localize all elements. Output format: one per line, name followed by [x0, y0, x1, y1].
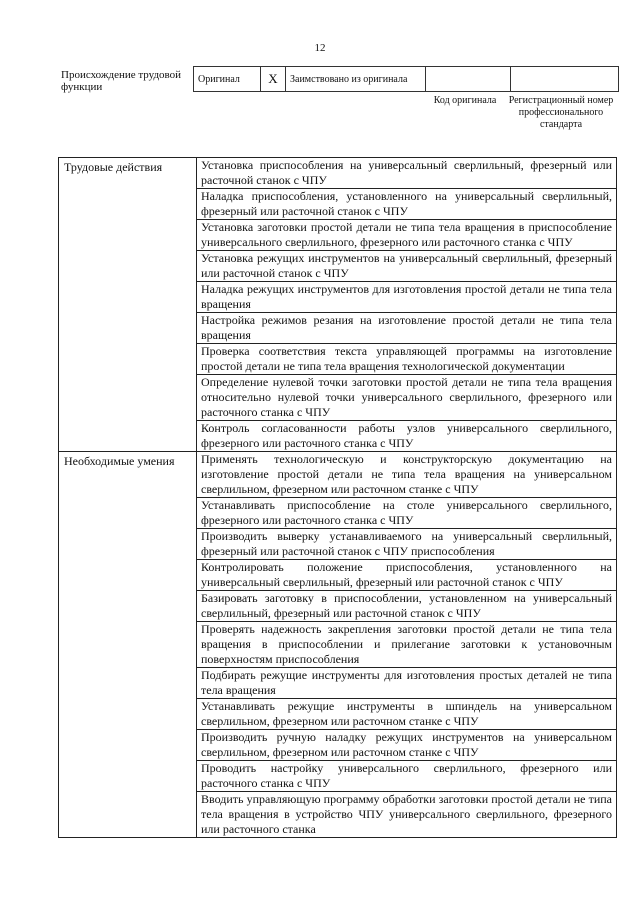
table-cell: Наладка режущих инструментов для изготовления простой детали не типа тела вращения — [197, 282, 617, 313]
table-row — [59, 158, 617, 189]
table-cell: Вводить управляющую программу обработки заготовки простой детали не типа тела вращения в устройство ЧПУ универсального сверлильного, фрезерного или расточного станка — [197, 792, 617, 838]
function-table — [58, 157, 617, 838]
table-cell: Производить ручную наладку режущих инструментов на универсальном сверлильном, фрезерном или расточном станке с ЧПУ — [197, 730, 617, 761]
table-cell: Проверка соответствия текста управляющей программы на изготовление простой детали не типа тела вращения технологической документации — [197, 344, 617, 375]
table-cell: Контролировать положение приспособления, установленного на универсальный сверлильный, фрезерный или расточной станок с ЧПУ — [197, 560, 617, 591]
table-cell: Установка режущих инструментов на универсальный сверлильный, фрезерный или расточной станок с ЧПУ — [197, 251, 617, 282]
skills-section — [59, 452, 617, 838]
table-cell: Базировать заготовку в приспособлении, установленном на универсальный сверлильный, фрезерный или расточной станок с ЧПУ — [197, 591, 617, 622]
table-cell: Устанавливать приспособление на столе универсального сверлильного, фрезерного или расточного станка с ЧПУ — [197, 498, 617, 529]
table-cell: Проводить настройку универсального сверлильного, фрезерного или расточного станка с ЧПУ — [197, 761, 617, 792]
origin-mark-cell: X — [261, 67, 286, 92]
table-row — [59, 452, 617, 498]
origin-table — [193, 66, 619, 92]
table-cell: Определение нулевой точки заготовки простой детали не типа тела вращения относительно нулевой точки универсального сверлильного, фрезерного или расточного станка с ЧПУ — [197, 375, 617, 421]
origin-reg-cell — [511, 67, 619, 92]
table-cell: Настройка режимов резания на изготовление простой детали не типа тела вращения — [197, 313, 617, 344]
labor-actions-section — [59, 158, 617, 452]
origin-label: Происхождение трудовой функции — [61, 69, 182, 93]
code-original-label: Код оригинала — [433, 95, 497, 106]
table-cell: Установка заготовки простой детали не типа тела вращения в приспособление универсального сверлильного, фрезерного или расточного станка с ЧПУ — [197, 220, 617, 251]
page-number: 12 — [314, 42, 326, 54]
section-title: Трудовые действия — [59, 158, 197, 452]
table-cell: Наладка приспособления, установленного на универсальный сверлильный, фрезерный или расточной станок с ЧПУ — [197, 189, 617, 220]
table-cell: Применять технологическую и конструкторскую документацию на изготовление простой детали не типа тела вращения на универсальном сверлильном, фрезерном или расточном станке с ЧПУ — [197, 452, 617, 498]
table-cell: Контроль согласованности работы узлов универсального сверлильного, фрезерного или расточного станка с ЧПУ — [197, 421, 617, 452]
table-cell: Проверять надежность закрепления заготовки простой детали не типа тела вращения в приспособлении и прилегание заготовки к установочным поверхностям приспособления — [197, 622, 617, 668]
origin-borrowed-cell: Заимствовано из оригинала — [286, 67, 426, 92]
table-cell: Подбирать режущие инструменты для изготовления простых деталей не типа тела вращения — [197, 668, 617, 699]
registration-number-label: Регистрационный номер профессионального стандарта — [508, 95, 614, 130]
table-cell: Установка приспособления на универсальный сверлильный, фрезерный или расточной станок с ЧПУ — [197, 158, 617, 189]
table-cell: Устанавливать режущие инструменты в шпиндель на универсальном сверлильном, фрезерном или расточном станке с ЧПУ — [197, 699, 617, 730]
table-cell: Производить выверку устанавливаемого на универсальный сверлильный, фрезерный или расточной станок с ЧПУ приспособления — [197, 529, 617, 560]
section-title: Необходимые умения — [59, 452, 197, 838]
origin-code-cell — [426, 67, 511, 92]
origin-original-cell: Оригинал — [194, 67, 261, 92]
